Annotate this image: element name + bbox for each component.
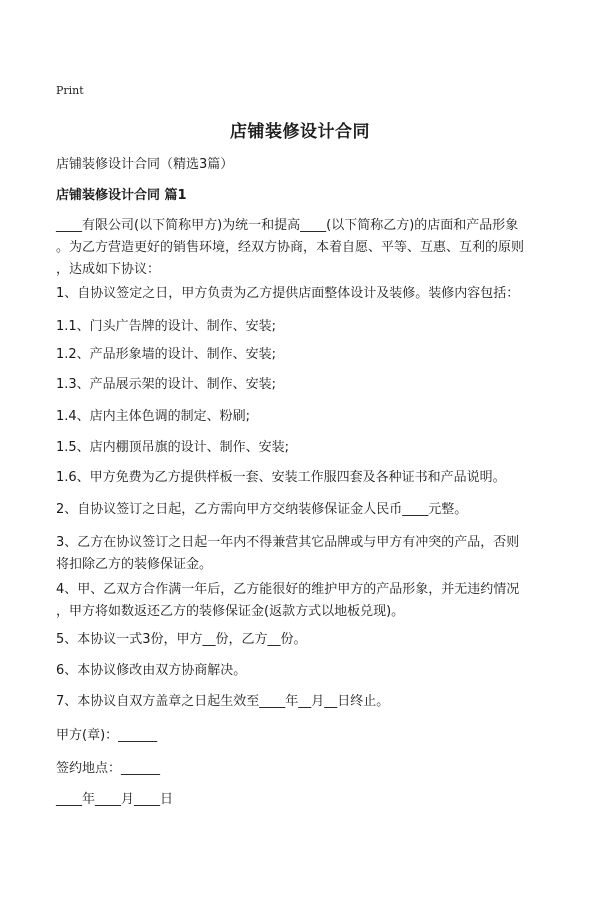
clause-1: 1、自协议签定之日，甲方负责为乙方提供店面整体设计及装修。装修内容包括： <box>56 286 520 301</box>
clause-6: 6、本协议修改由双方协商解决。 <box>56 663 247 678</box>
clause-4-line: ，甲方将如数返还乙方的装修保证金(返款方式以地板兑现)。 <box>56 604 405 619</box>
clause-item-1-3: 1.3、产品展示架的设计、制作、安装; <box>56 377 277 392</box>
clause-3-line: 将扣除乙方的装修保证金。 <box>56 557 213 572</box>
intro-paragraph <box>56 215 561 281</box>
intro-line: 。为乙方营造更好的销售环境，经双方协商，本着自愿、平等、互惠、互利的原则 <box>56 240 525 255</box>
clause-4-line: 4、甲、乙双方合作满一年后，乙方能很好的维护甲方的产品形象，并无违约情况 <box>56 582 520 597</box>
intro-line: ____有限公司(以下简称甲方)为统一和提高____(以下简称乙方)的店面和产品形象 <box>56 218 519 233</box>
clause-3-line: 3、乙方在协议签订之日起一年内不得兼营其它品牌或与甲方有冲突的产品，否则 <box>56 535 520 550</box>
print-label[interactable]: Print <box>56 84 84 97</box>
intro-line: ，达成如下协议： <box>56 262 161 277</box>
signing-place-line: 签约地点：______ <box>56 761 161 776</box>
clause-item-1-6: 1.6、甲方免费为乙方提供样板一套、安装工作服四套及各种证书和产品说明。 <box>56 470 506 485</box>
clause-4 <box>56 579 561 623</box>
document-title: 店铺装修设计合同 <box>230 122 370 142</box>
party-a-seal-line: 甲方(章)：______ <box>56 728 158 743</box>
clause-5: 5、本协议一式3份，甲方__份，乙方__份。 <box>56 632 307 647</box>
clause-item-1-5: 1.5、店内棚顶吊旗的设计、制作、安装; <box>56 440 290 455</box>
clause-7: 7、本协议自双方盖章之日起生效至____年__月__日终止。 <box>56 694 390 709</box>
clause-item-1-1: 1.1、门头广告牌的设计、制作、安装; <box>56 319 277 334</box>
date-line: ____年____月____日 <box>56 792 174 807</box>
clause-2: 2、自协议签订之日起，乙方需向甲方交纳装修保证金人民币____元整。 <box>56 502 468 517</box>
section-heading: 店铺装修设计合同 篇1 <box>56 188 187 203</box>
clause-item-1-2: 1.2、产品形象墙的设计、制作、安装; <box>56 347 277 362</box>
clause-3 <box>56 532 561 576</box>
document-subtitle: 店铺装修设计合同（精选3篇） <box>56 157 234 172</box>
clause-item-1-4: 1.4、店内主体色调的制定、粉刷; <box>56 409 251 424</box>
